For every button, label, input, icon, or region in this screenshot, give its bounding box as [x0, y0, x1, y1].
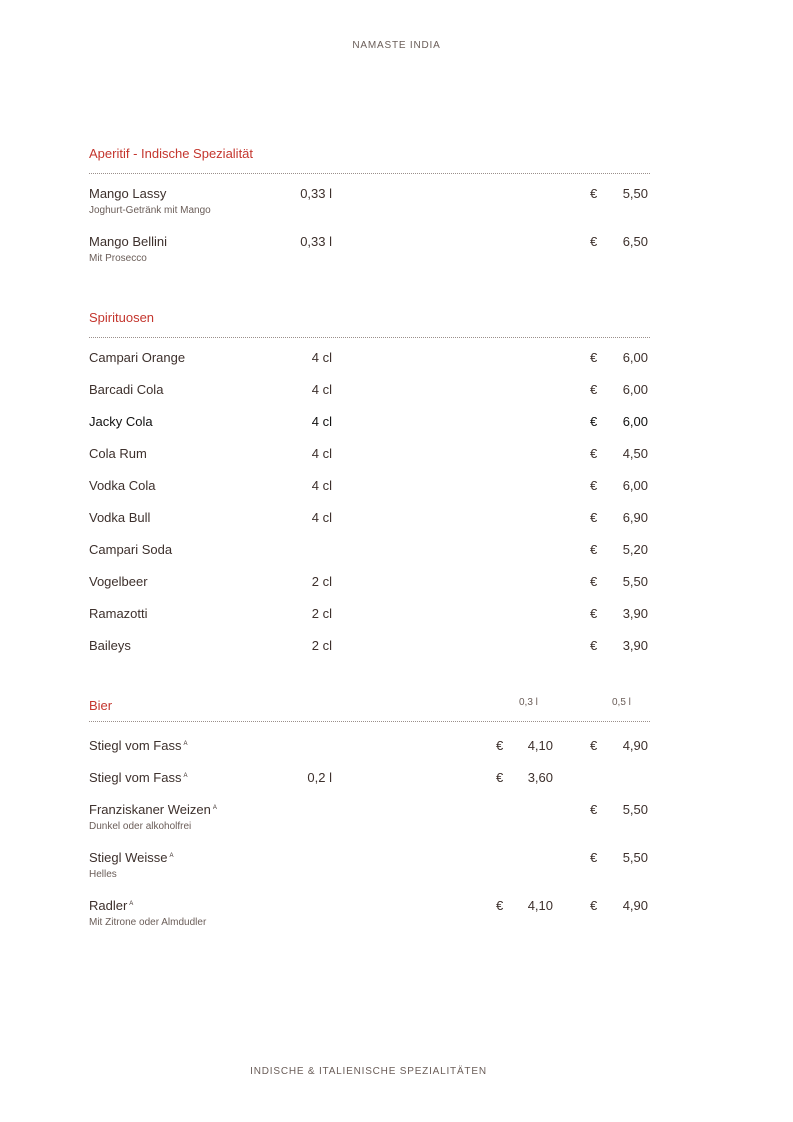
item-size: 2 cl: [311, 574, 332, 589]
item-price: 3,90: [622, 638, 648, 653]
menu-item: [89, 898, 650, 932]
menu-item: [89, 234, 650, 268]
allergen-marker: A: [169, 852, 174, 859]
item-price-large: 5,50: [622, 850, 648, 865]
allergen-marker: A: [212, 804, 217, 811]
allergen-marker: A: [129, 900, 134, 907]
item-price: 6,00: [622, 414, 648, 429]
item-price: 6,90: [622, 510, 648, 525]
item-name: Stiegl Weisse $^A$: [89, 850, 174, 865]
menu-item: [89, 382, 650, 416]
menu-item: [89, 446, 650, 480]
item-name: Mango Lassy: [89, 186, 167, 201]
item-size: 0,33 l: [300, 234, 332, 249]
menu-item: [89, 414, 650, 448]
item-description: Helles: [89, 869, 117, 880]
item-name: Mango Bellini: [89, 234, 168, 249]
menu-item: [89, 510, 650, 544]
item-description: Mit Prosecco: [89, 253, 147, 264]
item-price: 6,00: [622, 478, 648, 493]
item-price-small: 3,60: [527, 770, 553, 785]
allergen-marker: A: [183, 772, 188, 779]
item-price-small: 4,10: [527, 738, 553, 753]
item-price: 6,50: [622, 234, 648, 249]
item-price: 5,50: [622, 186, 648, 201]
item-name: Radler $^A$: [89, 898, 134, 913]
currency-symbol: €: [496, 898, 504, 913]
menu-item: [89, 606, 650, 640]
item-description: Joghurt-Getränk mit Mango: [89, 205, 211, 216]
currency-symbol: €: [590, 850, 598, 865]
currency-symbol: €: [590, 510, 598, 525]
currency-symbol: €: [590, 414, 598, 429]
menu-item: [89, 802, 650, 836]
column-header-0-5: 0,5 l: [612, 697, 631, 708]
item-description: Mit Zitrone oder Almdudler: [89, 917, 207, 928]
item-name: Vodka Cola: [89, 478, 156, 493]
currency-symbol: €: [590, 898, 598, 913]
item-size: 0,33 l: [300, 186, 332, 201]
currency-symbol: €: [590, 234, 598, 249]
currency-symbol: €: [496, 738, 504, 753]
item-size: 4 cl: [311, 350, 332, 365]
item-price: 6,00: [622, 350, 648, 365]
item-name: Vodka Bull: [89, 510, 151, 525]
column-header-0-3: 0,3 l: [519, 697, 538, 708]
item-name: Baileys: [89, 638, 131, 653]
item-name: Franziskaner Weizen $^A$: [89, 802, 217, 817]
menu-item: [89, 574, 650, 608]
allergen-marker: A: [183, 740, 188, 747]
menu-item: [89, 186, 650, 220]
currency-symbol: €: [590, 186, 598, 201]
item-name: Stiegl vom Fass $^A$: [89, 738, 188, 753]
menu-item: [89, 542, 650, 576]
section-title: Spirituosen: [89, 310, 155, 325]
item-price: 5,50: [622, 574, 648, 589]
item-size: 2 cl: [311, 638, 332, 653]
menu-item: [89, 350, 650, 384]
item-name: Campari Soda: [89, 542, 173, 557]
item-name: Cola Rum: [89, 446, 147, 461]
item-name: Barcadi Cola: [89, 382, 164, 397]
section-divider: [89, 173, 650, 174]
section-divider: [89, 721, 650, 722]
menu-item: [89, 638, 650, 672]
item-price: 3,90: [622, 606, 648, 621]
section-title: Aperitif - Indische Spezialität: [89, 146, 254, 161]
currency-symbol: €: [590, 638, 598, 653]
item-name: Stiegl vom Fass $^A$: [89, 770, 188, 785]
currency-symbol: €: [590, 802, 598, 817]
menu-item: [89, 770, 650, 804]
currency-symbol: €: [590, 738, 598, 753]
item-size: 4 cl: [311, 510, 332, 525]
item-size: 2 cl: [311, 606, 332, 621]
item-price-small: 4,10: [527, 898, 553, 913]
currency-symbol: €: [590, 350, 598, 365]
currency-symbol: €: [590, 382, 598, 397]
currency-symbol: €: [496, 770, 504, 785]
item-price-large: 4,90: [622, 898, 648, 913]
item-name: Vogelbeer: [89, 574, 148, 589]
item-size: 4 cl: [311, 446, 332, 461]
item-price: 6,00: [622, 382, 648, 397]
item-price: 4,50: [622, 446, 648, 461]
currency-symbol: €: [590, 542, 598, 557]
currency-symbol: €: [590, 606, 598, 621]
item-name: Jacky Cola: [89, 414, 153, 429]
currency-symbol: €: [590, 478, 598, 493]
item-size: 4 cl: [311, 382, 332, 397]
item-description: Dunkel oder alkoholfrei: [89, 821, 192, 832]
currency-symbol: €: [590, 574, 598, 589]
item-size: 4 cl: [311, 414, 332, 429]
section-divider: [89, 337, 650, 338]
item-price: 5,20: [622, 542, 648, 557]
item-name: Campari Orange: [89, 350, 186, 365]
menu-item: [89, 738, 650, 772]
currency-symbol: €: [590, 446, 598, 461]
item-price-large: 5,50: [622, 802, 648, 817]
item-size: 0,2 l: [307, 770, 332, 785]
menu-item: [89, 850, 650, 884]
section-title: Bier: [89, 698, 113, 713]
page-header: NAMASTE INDIA: [352, 40, 441, 51]
item-size: 4 cl: [311, 478, 332, 493]
item-price-large: 4,90: [622, 738, 648, 753]
page-footer: INDISCHE & ITALIENISCHE SPEZIALITÄTEN: [250, 1066, 487, 1077]
menu-item: [89, 478, 650, 512]
item-name: Ramazotti: [89, 606, 148, 621]
